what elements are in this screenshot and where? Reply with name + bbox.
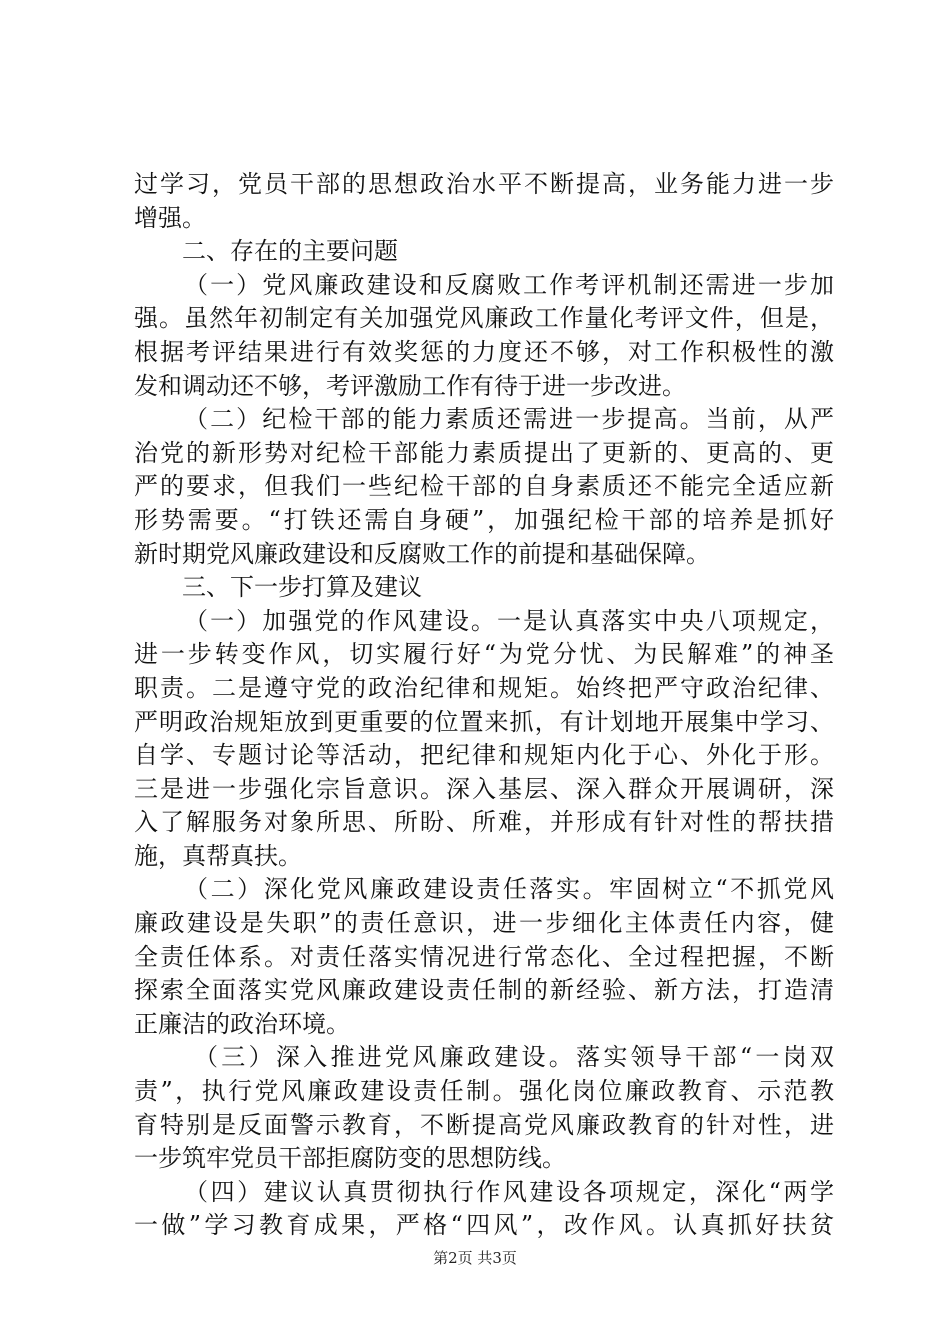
section-heading: 二、存在的主要问题	[182, 237, 398, 266]
text-line: 根据考评结果进行有效奖惩的力度还不够，对工作积极性的激	[134, 337, 834, 366]
text-line: （三）深入推进党风廉政建设。落实领导干部“一岗双	[194, 1043, 834, 1072]
text-line: 发和调动还不够，考评激励工作有待于进一步改进。	[134, 371, 686, 400]
text-line: 育特别是反面警示教育，不断提高党风廉政教育的针对性，进	[134, 1110, 834, 1139]
page-footer: 第2页 共3页	[433, 1249, 517, 1267]
text-line: 职责。二是遵守党的政治纪律和规矩。始终把严守政治纪律、	[134, 673, 834, 702]
text-line: 严的要求，但我们一些纪检干部的自身素质还不能完全适应新	[134, 472, 834, 501]
text-line: 探索全面落实党风廉政建设责任制的新经验、新方法，打造清	[134, 976, 834, 1005]
text-line: （二）纪检干部的能力素质还需进一步提高。当前，从严	[184, 405, 834, 434]
text-line: （一）党风廉政建设和反腐败工作考评机制还需进一步加	[184, 270, 834, 299]
text-line: （二）深化党风廉政建设责任落实。牢固树立“不抓党风	[184, 875, 834, 904]
text-line: 廉政建设是失职”的责任意识，进一步细化主体责任内容，健	[134, 909, 834, 938]
text-line: 增强。	[134, 203, 206, 232]
text-line: 全责任体系。对责任落实情况进行常态化、全过程把握，不断	[134, 942, 834, 971]
text-line: 新时期党风廉政建设和反腐败工作的前提和基础保障。	[134, 539, 710, 568]
text-line: （一）加强党的作风建设。一是认真落实中央八项规定，	[184, 606, 834, 635]
text-line: 自学、专题讨论等活动，把纪律和规矩内化于心、外化于形。	[134, 741, 834, 770]
text-line: 进一步转变作风，切实履行好“为党分忧、为民解难”的神圣	[134, 640, 834, 669]
text-line: 三是进一步强化宗旨意识。深入基层、深入群众开展调研，深	[134, 774, 834, 803]
text-line: 过学习，党员干部的思想政治水平不断提高，业务能力进一步	[134, 170, 834, 198]
text-line: 一做”学习教育成果，严格“四风”，改作风。认真抓好扶贫	[134, 1211, 834, 1240]
text-line: 强。虽然年初制定有关加强党风廉政工作量化考评文件，但是，	[134, 304, 834, 333]
section-heading: 三、下一步打算及建议	[182, 573, 422, 602]
text-line: 施，真帮真扶。	[134, 841, 302, 870]
text-line: 治党的新形势对纪检干部能力素质提出了更新的、更高的、更	[134, 438, 834, 467]
text-line: （四）建议认真贯彻执行作风建设各项规定，深化“两学	[184, 1177, 834, 1206]
text-line: 正廉洁的政治环境。	[134, 1009, 350, 1038]
text-line: 入了解服务对象所思、所盼、所难，并形成有针对性的帮扶措	[134, 808, 834, 837]
document-body	[134, 168, 834, 1243]
text-line: 形势需要。“打铁还需自身硬”，加强纪检干部的培养是抓好	[134, 505, 834, 534]
text-line: 一步筑牢党员干部拒腐防变的思想防线。	[134, 1144, 566, 1173]
text-line: 责”，执行党风廉政建设责任制。强化岗位廉政教育、示范教	[134, 1077, 834, 1106]
text-line: 严明政治规矩放到更重要的位置来抓，有计划地开展集中学习、	[134, 707, 834, 736]
